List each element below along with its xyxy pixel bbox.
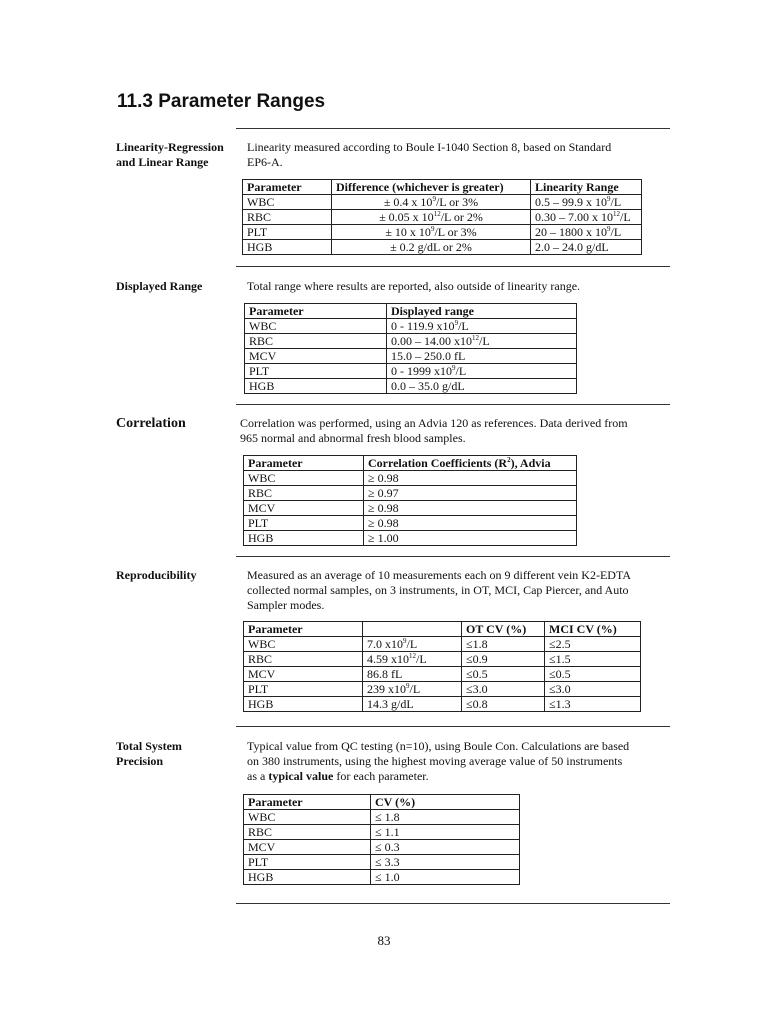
table-row [244,840,520,855]
ot-cv-cell: ≤0.8 [462,697,545,712]
value-cell: ≤ 1.0 [371,870,520,885]
table-row [245,349,577,364]
table-header-row [244,795,520,810]
value-cell: 0 - 1999 $x10^9/L$ [387,364,577,379]
table-row [243,210,642,225]
level-cell: 14.3 g/dL [363,697,462,712]
table-row [244,471,577,486]
table-row [244,825,520,840]
linearity-description: Linearity measured according to Boule I-1040 Section 8, based on Standard EP6-A. [247,140,612,169]
table-row [244,810,520,825]
divider [236,266,670,267]
table-row [243,240,642,255]
value-cell: ≥ 0.98 [364,516,577,531]
value-cell: 0.0 – 35.0 g/dL [387,379,577,394]
correlation-table [243,455,577,546]
precision-table [243,794,520,885]
range-cell: 0.5 – 99.9 x $10^9/L$ [531,195,642,210]
reproducibility-label: Reproducibility [116,568,197,582]
divider [236,556,670,557]
param-cell: MCV [245,349,387,364]
value-cell: 0.00 – 14.00 $x10^{12}/L$ [387,334,577,349]
table-row [245,334,577,349]
param-cell: WBC [244,637,363,652]
value-cell: ≥ 0.98 [364,471,577,486]
header-cell: CV (%) [371,795,520,810]
correlation-description: Correlation was performed, using an Advia 120 as references. Data derived from 965 normal and abnormal fresh blood samples. [240,416,628,445]
param-cell: MCV [244,840,371,855]
param-cell: PLT [245,364,387,379]
param-cell: PLT [243,225,332,240]
param-cell: WBC [245,319,387,334]
param-cell: RBC [243,210,332,225]
table-row [245,379,577,394]
displayed-range-label: Displayed Range [116,279,203,293]
param-cell: HGB [245,379,387,394]
range-cell: 20 – 1800 x $10^9/L$ [531,225,642,240]
table-row [243,225,642,240]
ot-cv-cell: ≤3.0 [462,682,545,697]
difference-cell: ± 0.05 x $10^{12}/L$ or 2% [332,210,531,225]
table-row [244,486,577,501]
linearity-table [242,179,642,255]
table-header-row [244,456,577,471]
param-cell: PLT [244,682,363,697]
ot-cv-cell: ≤1.8 [462,637,545,652]
header-cell: Parameter [244,456,364,471]
table-row [245,319,577,334]
table-row [244,855,520,870]
header-cell: Parameter [244,795,371,810]
divider [236,903,670,904]
param-cell: HGB [244,697,363,712]
divider [236,726,670,727]
header-cell: Linearity Range [531,180,642,195]
table-row [244,697,641,712]
value-cell: ≥ 0.97 [364,486,577,501]
mci-cv-cell: ≤1.5 [545,652,641,667]
param-cell: HGB [244,870,371,885]
value-cell: ≤ 1.1 [371,825,520,840]
header-cell: Displayed range [387,304,577,319]
table-row [244,870,520,885]
mci-cv-cell: ≤0.5 [545,667,641,682]
ot-cv-cell: ≤0.9 [462,652,545,667]
table-row [244,652,641,667]
header-cell [363,622,462,637]
header-cell: Correlation Coefficients $(R^2)$, Advia [364,456,577,471]
header-cell: Parameter [244,622,363,637]
param-cell: MCV [244,667,363,682]
reproducibility-description: Measured as an average of 10 measurements each on 9 different vein K2-EDTA collected normal samples, on 3 instruments, in OT, MCI, Cap Piercer, and Auto Sampler modes. [247,568,631,612]
precision-description: Typical value from QC testing (n=10), using Boule Con. Calculations are based on 380 instruments, using the highest moving average value of 50 instruments as a typical value for each parameter. [247,739,630,783]
value-cell: ≥ 0.98 [364,501,577,516]
range-cell: 2.0 – 24.0 g/dL [531,240,642,255]
param-cell: RBC [244,652,363,667]
header-cell: Parameter [243,180,332,195]
table-row [244,516,577,531]
difference-cell: ± 10 x $10^9/L$ or 3% [332,225,531,240]
param-cell: HGB [244,531,364,546]
table-row [244,501,577,516]
table-row [244,682,641,697]
level-cell: 4.59 $x10^{12}/L$ [363,652,462,667]
level-cell: 86.8 fL [363,667,462,682]
param-cell: RBC [244,825,371,840]
mci-cv-cell: ≤3.0 [545,682,641,697]
value-cell: ≥ 1.00 [364,531,577,546]
param-cell: WBC [244,810,371,825]
table-header-row [245,304,577,319]
param-cell: HGB [243,240,332,255]
header-cell: OT CV (%) [462,622,545,637]
value-cell: ≤ 0.3 [371,840,520,855]
page-title: 11.3 Parameter Ranges [117,91,326,112]
reproducibility-table [243,621,641,712]
table-row [245,364,577,379]
page-number: 83 [377,933,391,948]
divider [236,128,670,129]
table-row [244,667,641,682]
param-cell: WBC [244,471,364,486]
param-cell: RBC [245,334,387,349]
displayed-range-table [244,303,577,394]
linearity-label: Linearity-Regression and Linear Range [116,140,224,169]
param-cell: PLT [244,516,364,531]
value-cell: 0 - 119.9 $x10^9/L$ [387,319,577,334]
table-row [244,531,577,546]
ot-cv-cell: ≤0.5 [462,667,545,682]
table-header-row [244,622,641,637]
level-cell: 239 $x10^9/L$ [363,682,462,697]
difference-cell: ± 0.4 x $10^9/L$ or 3% [332,195,531,210]
param-cell: RBC [244,486,364,501]
value-cell: ≤ 1.8 [371,810,520,825]
table-row [243,195,642,210]
table-header-row [243,180,642,195]
table-row [244,637,641,652]
correlation-label: Correlation [116,416,186,431]
level-cell: 7.0 $x10^9/L$ [363,637,462,652]
mci-cv-cell: ≤2.5 [545,637,641,652]
header-cell: Difference (whichever is greater) [332,180,531,195]
precision-label: Total System Precision [116,739,182,768]
param-cell: MCV [244,501,364,516]
header-cell: Parameter [245,304,387,319]
range-cell: 0.30 – 7.00 x $10^{12}/L$ [531,210,642,225]
value-cell: 15.0 – 250.0 fL [387,349,577,364]
param-cell: PLT [244,855,371,870]
difference-cell: ± 0.2 g/dL or 2% [332,240,531,255]
param-cell: WBC [243,195,332,210]
divider [236,404,670,405]
value-cell: ≤ 3.3 [371,855,520,870]
mci-cv-cell: ≤1.3 [545,697,641,712]
displayed-range-description: Total range where results are reported, also outside of linearity range. [247,279,581,293]
header-cell: MCI CV (%) [545,622,641,637]
